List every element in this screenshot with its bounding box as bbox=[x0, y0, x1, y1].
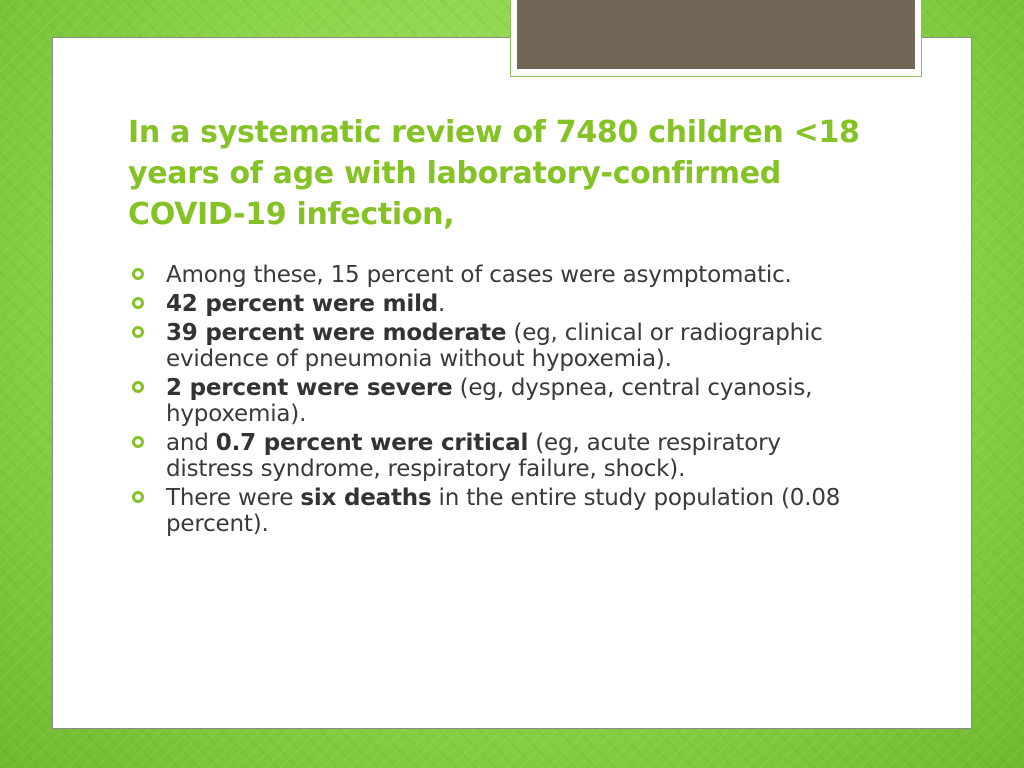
hollow-circle-bullet-icon bbox=[132, 491, 144, 503]
hollow-circle-bullet-icon bbox=[132, 381, 144, 393]
bullet-bold-text: six deaths bbox=[300, 485, 432, 511]
bullet-bold-text: 42 percent were mild bbox=[166, 291, 439, 317]
bullet-list bbox=[130, 262, 870, 540]
bullet-bold-text: 2 percent were severe bbox=[166, 375, 453, 401]
hollow-circle-bullet-icon bbox=[132, 297, 144, 309]
bullet-text: Among these, 15 percent of cases were asymptomatic. bbox=[166, 262, 792, 288]
slide-title: In a systematic review of 7480 children <18 years of age with laboratory-confirmed COVID-19 infection, bbox=[128, 115, 860, 232]
bullet-text: (eg, acute respiratory distress syndrome, respiratory failure, shock). bbox=[166, 430, 781, 482]
bullet-text: and bbox=[166, 430, 216, 456]
bullet-item-severe bbox=[130, 375, 870, 427]
header-tab-frame bbox=[510, 0, 922, 77]
bullet-text: . bbox=[438, 291, 446, 317]
header-tab-bar bbox=[517, 0, 915, 69]
bullet-item-mild bbox=[130, 291, 870, 317]
bullet-item-moderate bbox=[130, 320, 870, 372]
bullet-item-deaths bbox=[130, 485, 870, 537]
bullet-text: in the entire study population (0.08 percent). bbox=[166, 485, 841, 537]
bullet-text: (eg, dyspnea, central cyanosis, hypoxemia). bbox=[166, 375, 813, 427]
bullet-item-asymptomatic bbox=[130, 262, 870, 288]
bullet-text: There were bbox=[166, 485, 301, 511]
bullet-text: (eg, clinical or radiographic evidence of pneumonia without hypoxemia). bbox=[166, 320, 823, 372]
hollow-circle-bullet-icon bbox=[132, 326, 144, 338]
hollow-circle-bullet-icon bbox=[132, 268, 144, 280]
bullet-item-critical bbox=[130, 430, 870, 482]
hollow-circle-bullet-icon bbox=[132, 436, 144, 448]
bullet-bold-text: 0.7 percent were critical bbox=[215, 430, 529, 456]
bullet-bold-text: 39 percent were moderate bbox=[166, 320, 507, 346]
